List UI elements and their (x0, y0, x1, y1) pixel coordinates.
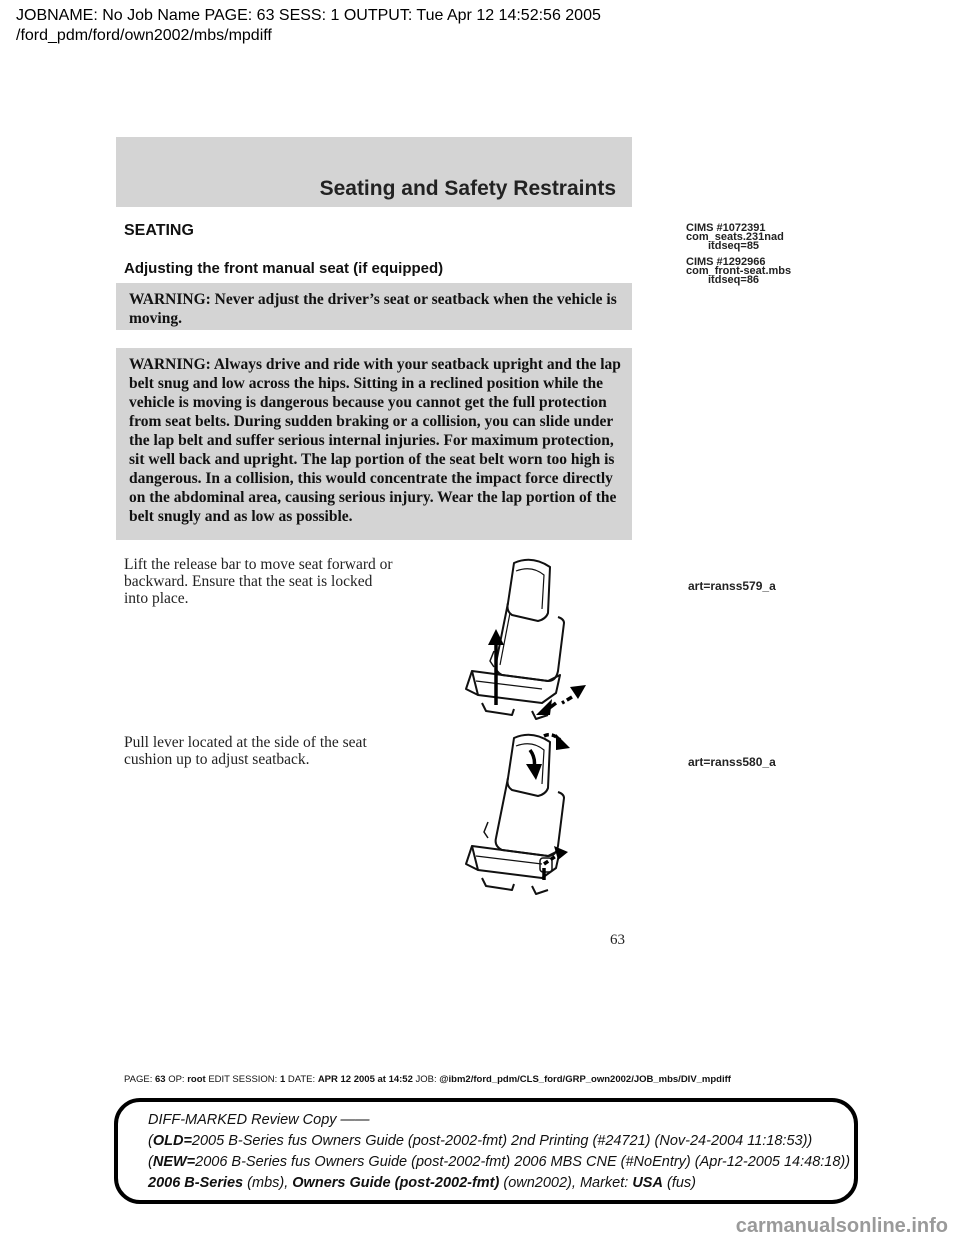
chapter-header (116, 137, 632, 207)
cims-id: CIMS #1292966 (686, 256, 766, 268)
cims-tag (686, 224, 784, 251)
seatback-recline-illustration (452, 728, 592, 898)
model-name: 2006 B-Series (148, 1175, 244, 1191)
cims-id: CIMS #1072391 (686, 222, 766, 234)
seat-slide-illustration (452, 553, 592, 723)
footer-op-label: OP: (168, 1074, 185, 1085)
art-label: art=ranss580_a (688, 755, 776, 769)
old-text: 2005 B-Series fus Owners Guide (post-2002-fmt) 2nd Printing (#24721) (Nov-24-2004 11:18:53)) (191, 1133, 813, 1149)
review-title: DIFF-MARKED Review Copy —— (148, 1112, 370, 1128)
warning-box: WARNING: Always drive and ride with your seatback upright and the lap belt snug and low across the hips. Sitting in a reclined position while the vehicle is moving is dangerous because you cannot get the full protection from seat belts. During sudden braking or a collision, you can slide under the lap belt and suffer serious internal injuries. For maximum protection, sit well back and upright. The lap portion of the seat belt worn too high is dangerous. In a collision, this would concentrate the impact force directly on the abdominal area, causing serious injury. Wear the lap portion of the belt snugly and as low as possible. (116, 348, 632, 540)
guide-code: (own2002) (503, 1175, 572, 1191)
market-value: USA (632, 1175, 663, 1191)
review-copy-box (114, 1098, 858, 1204)
cims-tag (686, 258, 791, 285)
section-title: SEATING (124, 222, 194, 239)
review-old-line: (OLD=2005 B-Series fus Owners Guide (post-2002-fmt) 2nd Printing (#24721) (Nov-24-2004 11:18:53)) (148, 1133, 813, 1149)
new-text: 2006 B-Series fus Owners Guide (post-2002-fmt) 2006 MBS CNE (#NoEntry) (Apr-12-2005 14:48:18)) (195, 1154, 851, 1170)
guide-name: Owners Guide (post-2002-fmt) (292, 1175, 500, 1191)
instruction-text: Pull lever located at the side of the seat cushion up to adjust seatback. (124, 734, 367, 768)
footer-op: root (187, 1074, 206, 1085)
footer-date-label: DATE: (287, 1074, 316, 1085)
job-header-line: JOBNAME: No Job Name PAGE: 63 SESS: 1 OUTPUT: Tue Apr 12 14:52:56 2005 (16, 7, 601, 24)
instruction-text: Lift the release bar to move seat forward or backward. Ensure that the seat is locked into place. (124, 556, 393, 607)
job-footer (124, 1074, 731, 1085)
footer-page-label: PAGE: (124, 1074, 153, 1085)
old-label: OLD= (152, 1133, 192, 1149)
job-path-line: /ford_pdm/ford/own2002/mbs/mpdiff (16, 27, 272, 44)
model-code: (mbs) (247, 1175, 285, 1191)
footer-job: @ibm2/ford_pdm/CLS_ford/GRP_own2002/JOB_mbs/DIV_mpdiff (439, 1074, 731, 1085)
footer-session: 1 (279, 1074, 286, 1085)
watermark: carmanualsonline.info (735, 1215, 948, 1237)
cims-seq: itdseq=85 (708, 240, 760, 252)
footer-job-label: JOB: (415, 1074, 437, 1085)
market-code: (fus) (666, 1175, 696, 1191)
footer-session-label: EDIT SESSION: (208, 1074, 278, 1085)
page-number: 63 (610, 932, 625, 948)
cims-seq: itdseq=86 (708, 274, 760, 286)
review-new-line: (NEW=2006 B-Series fus Owners Guide (post-2002-fmt) 2006 MBS CNE (#NoEntry) (Apr-12-2005 14:48:18)) (148, 1154, 851, 1170)
cims-file: com_seats.231nad (686, 231, 784, 243)
cims-file: com_front-seat.mbs (686, 265, 792, 277)
footer-page: 63 (154, 1074, 166, 1085)
warning-box: WARNING: Never adjust the driver’s seat or seatback when the vehicle is moving. (116, 283, 632, 330)
subsection-title: Adjusting the front manual seat (if equipped) (124, 260, 444, 277)
chapter-title: Seating and Safety Restraints (319, 177, 616, 200)
art-label: art=ranss579_a (688, 579, 776, 593)
new-label: NEW= (152, 1154, 196, 1170)
review-product-line: 2006 B-Series (mbs), Owners Guide (post-2002-fmt) (own2002), Market: USA (fus) (148, 1175, 696, 1191)
footer-date: APR 12 2005 at 14:52 (317, 1074, 413, 1085)
market-label: Market: (579, 1175, 629, 1191)
